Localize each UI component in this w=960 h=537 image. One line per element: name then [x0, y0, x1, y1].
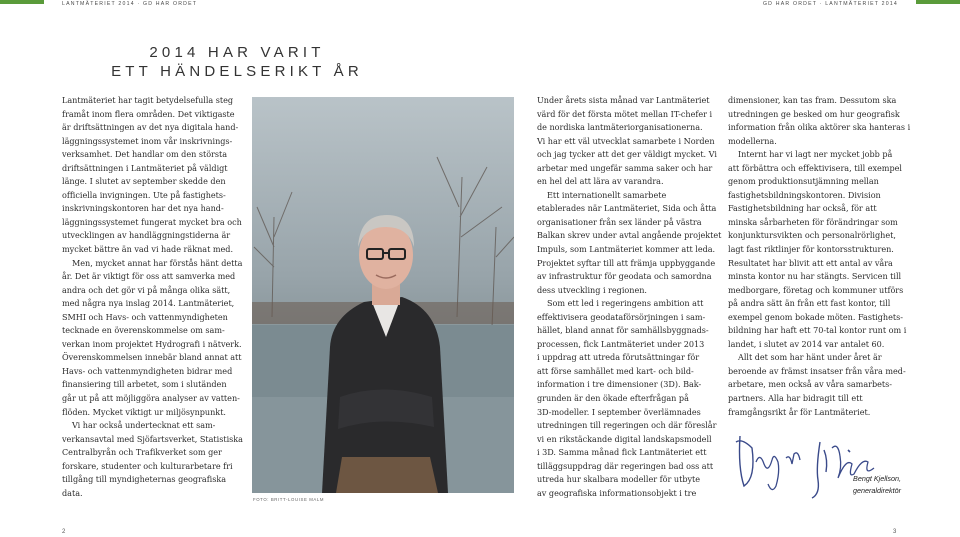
text-line: minsta kontor nu har stängts. Servicen till [728, 271, 902, 282]
text-line: värd för det första mötet mellan IT-chefer i [537, 108, 713, 119]
text-line: effektivisera geodataförsörjningen i sam- [537, 311, 706, 322]
text-line: forskare, studenter och kulturarbetare fri [62, 460, 233, 471]
accent-bar-left [0, 0, 44, 4]
handwritten-signature [728, 428, 938, 504]
text-line: går ut på att möjliggöra analyser av vatten- [62, 393, 240, 404]
text-line: finansiering till arbetet, som i slutänden [62, 379, 227, 390]
page-number-right: 3 [893, 529, 897, 535]
text-line: arbetar med ungefär samma saker och har [537, 162, 713, 173]
text-line: och jag tycker att det ger väldigt mycket. Vi [537, 149, 717, 160]
text-line: Havs- och vattenmyndigheten bidrar med [62, 365, 233, 376]
text-line: Under årets sista månad var Lantmäteriet [537, 95, 710, 105]
text-line: Resultatet har blivit att ett antal av våra [728, 257, 893, 268]
text-line: organisationer från sex länder på västra [537, 216, 702, 227]
text-line: arbetare, men också av våra samarbets- [728, 379, 892, 390]
title-line-1: 2014 HAR VARIT [149, 44, 325, 61]
text-line: verkan inom projektet Hydrografi i nätverk. [62, 338, 242, 349]
text-line: Ett internationellt samarbete [547, 189, 667, 200]
text-line: etablerades när Lantmäteriet, Sida och åtta [537, 203, 717, 214]
text-line: lagt fast riktlinjer för kontorsstrukturen. [728, 244, 894, 255]
running-header-right: GD HAR ORDET · LANTMÄTERIET 2014 [762, 1, 898, 7]
text-line: vi en rikstäckande digital landskapsmodell [537, 433, 712, 444]
text-line: år. Det är viktigt för oss att samverka med [62, 271, 236, 282]
text-line: på andra sätt än från ett fast kontor, till [728, 298, 891, 309]
text-line: landet, i slutet av 2014 var antalet 60. [728, 338, 885, 349]
text-line: andra och det gör vi på många olika sätt, [62, 284, 231, 295]
text-line: modellerna. [728, 135, 777, 146]
text-line: information från olika aktörer ska hanteras i [728, 122, 911, 133]
text-line: SMHI och Havs- och vattenmyndigheten [62, 311, 228, 322]
text-line: utredningen ge besked om hur geografisk [728, 108, 900, 119]
text-line: av infrastruktur för geodata och samordna [537, 271, 712, 282]
text-line: att förse samhället med kart- och bild- [537, 365, 694, 376]
photo-credit: FOTO: BRITT-LOUISE MALM [253, 497, 325, 502]
text-line: Vi har också undertecknat ett sam- [72, 420, 216, 431]
text-line: verksamhet. Det handlar om den största [62, 149, 228, 160]
text-line: utredningen till regeringen och där föreslår [537, 420, 717, 431]
text-line: fastighetsbildningskontoren. Division [728, 189, 881, 200]
running-header-left: LANTMÄTERIET 2014 · GD HAR ORDET [62, 1, 198, 7]
text-line: data. [62, 487, 83, 498]
text-line: är driftsättningen av det nya digitala hand- [62, 122, 239, 133]
body-column-3 [728, 94, 910, 419]
text-line: bildning har haft ett 70-tal kontor runt om i [728, 325, 907, 336]
text-line: tecknade en överenskommelse om sam- [62, 325, 225, 336]
text-line: Vi har ett väl utvecklat samarbete i Norden [537, 135, 715, 146]
text-line: framåt inom flera områden. Det viktigaste [62, 108, 235, 119]
text-line: framgångsrikt år för Lantmäteriet. [728, 406, 871, 417]
text-line: de nordiska lantmäteriorganisationerna. [537, 122, 703, 133]
text-line: inskrivningskontoren har det nya hand- [62, 203, 224, 214]
text-line: läggningssystemet fungerat mycket bra och [62, 216, 242, 227]
text-line: verkansavtal med Sjöfartsverket, Statistiska [62, 433, 243, 444]
text-line: Allt det som har hänt under året är [738, 352, 882, 363]
text-line: att förbättra och effektivisera, till exempel [728, 162, 902, 173]
text-line: grunden är den ökade efterfrågan på [537, 393, 689, 404]
text-line: information i tre dimensioner (3D). Bak- [537, 379, 702, 390]
accent-bar-right [916, 0, 960, 4]
text-line: beroende av främst insatser från våra med- [728, 365, 906, 376]
portrait-illustration [252, 97, 514, 493]
text-line: dess utveckling i regionen. [537, 284, 647, 295]
text-line: Projektet syftar till att främja uppbyggande [537, 257, 716, 268]
text-line: tillgång till myndigheternas geografiska [62, 474, 227, 485]
text-line: medborgare, företag och kommuner utförs [728, 284, 904, 295]
text-line: läggningssystemet inom vår inskrivnings- [62, 135, 233, 146]
text-line: utreda hur skalbara modeller för utbyte [537, 474, 701, 485]
page-number-left: 2 [62, 529, 66, 535]
title-line-2: ETT HÄNDELSERIKT ÅR [111, 63, 363, 80]
text-line: minska sårbarheten för förändringar som [728, 216, 898, 227]
text-line: 3D-modeller. I september överlämnades [537, 406, 701, 417]
text-line: en hel del att lära av varandra. [537, 176, 664, 187]
text-line: Internt har vi lagt ner mycket jobb på [738, 149, 893, 160]
text-line: i uppdrag att utreda förutsättningar för [537, 352, 700, 363]
text-line: Som ett led i regeringens ambition att [547, 298, 704, 309]
text-line: hället, bland annat för samhällsbyggnads- [537, 325, 709, 336]
text-line: officiella invigningen. Ute på fastighets- [62, 189, 226, 200]
text-line: Men, mycket annat har förstås hänt detta [72, 257, 243, 268]
text-line: processen, fick Lantmäteriet under 2013 [537, 338, 705, 349]
signatory [845, 473, 901, 497]
text-line: i 3D. Samma månad fick Lantmäteriet ett [537, 447, 707, 458]
text-line: utvecklingen av handläggningstiderna är [62, 230, 231, 241]
text-line: exempel genom bokade möten. Fastighets- [728, 311, 903, 322]
text-line: mycket bättre än vad vi hade räknat med. [62, 244, 234, 255]
text-line: Impuls, som Lantmäteriet kommer att leda. [537, 244, 716, 255]
page-title [62, 43, 412, 81]
text-line: partners. Alla har bidragit till ett [728, 393, 863, 404]
text-line: genom produktionsutjämning mellan [728, 176, 879, 187]
text-line: konjunktursvikten och personalrörlighet, [728, 230, 896, 241]
body-column-2 [537, 94, 721, 500]
text-line: Fastighetsbildning har också, för att [728, 203, 877, 214]
body-column-1 [62, 94, 243, 500]
text-line: driftsättningen i Lantmäteriet på väldigt [62, 162, 228, 173]
text-line: Överenskommelsen innebär bland annat att [62, 352, 242, 363]
text-line: Balkan skrev under avtal angående projektet [537, 230, 722, 241]
text-line: dimensioner, kan tas fram. Dessutom ska [728, 95, 897, 105]
text-line: länge. I slutet av september skedde den [62, 176, 226, 187]
text-line: av geografiska informationsobjekt i tre [537, 487, 697, 498]
signatory-role: generaldirektör [853, 486, 901, 495]
signatory-name: Bengt Kjellson, [853, 474, 901, 483]
text-line: med några nya inslag 2014. Lantmäteriet, [62, 298, 235, 309]
portrait-photo [252, 97, 514, 493]
text-line: flöden. Mycket viktigt ur miljösynpunkt. [62, 406, 226, 417]
text-line: Centralbyrån och Trafikverket som ger [62, 447, 222, 458]
text-line: Lantmäteriet har tagit betydelsefulla steg [62, 95, 234, 105]
text-line: tilläggsuppdrag där regeringen bad oss att [537, 460, 714, 471]
